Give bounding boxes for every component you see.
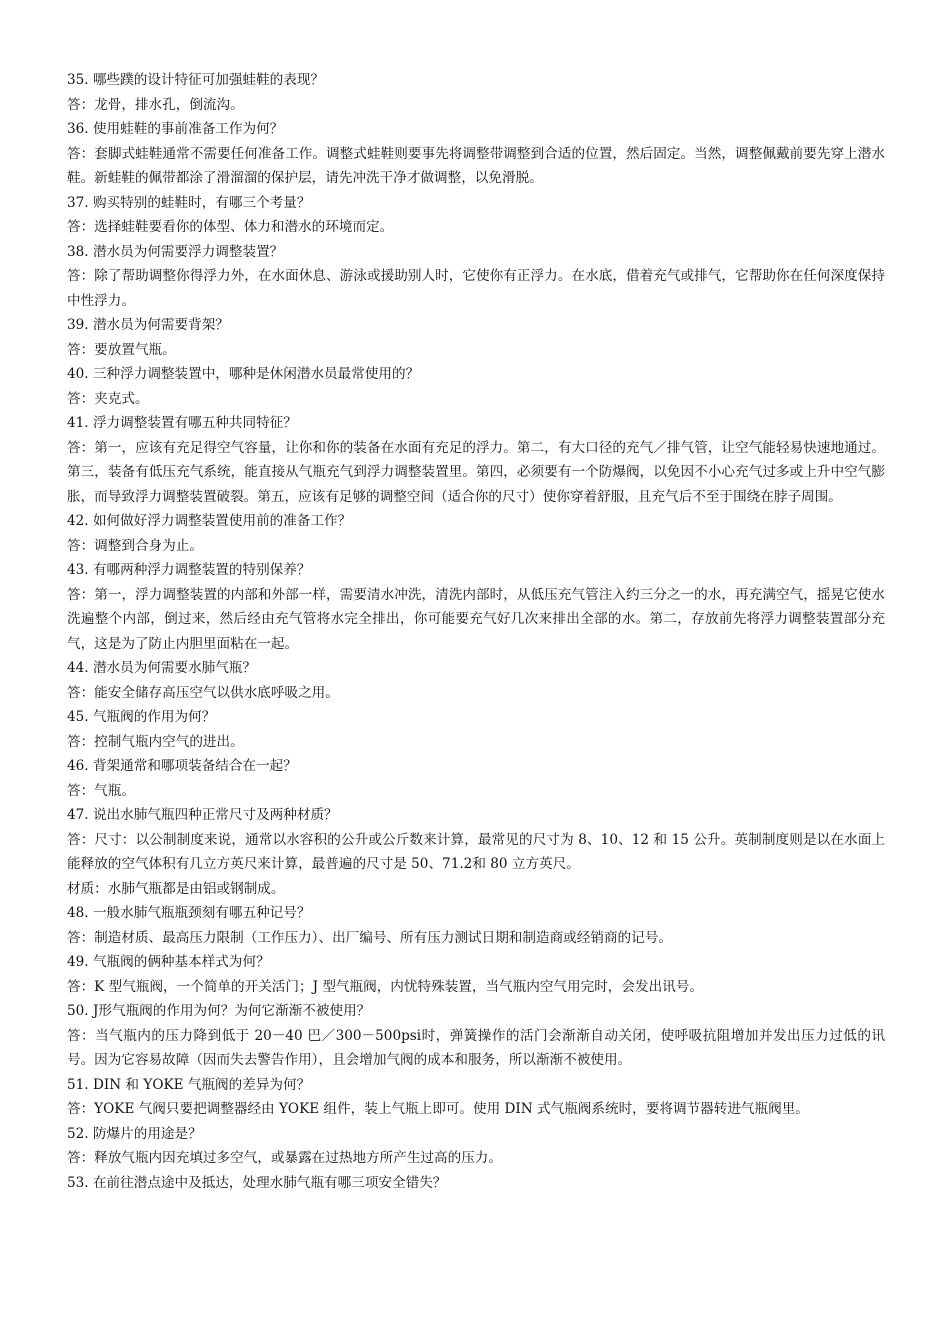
answer-37: 答：选择蛙鞋要看你的体型、体力和潜水的环境而定。 <box>67 219 394 235</box>
question-42: 42. 如何做好浮力调整装置使用前的准备工作？ <box>67 513 352 529</box>
question-36: 36. 使用蛙鞋的事前准备工作为何？ <box>67 121 284 137</box>
answer-38: 答：除了帮助调整你得浮力外，在水面休息、游泳或援助别人时，它使你有正浮力。在水底，借着充气或排气，它帮助你在任何深度保持中性浮力。 <box>67 268 885 309</box>
question-44: 44. 潜水员为何需要水肺气瓶？ <box>67 660 257 676</box>
answer-48: 答：制造材质、最高压力限制（工作压力）、出厂编号、所有压力测试日期和制造商或经销商的记号。 <box>67 929 672 946</box>
answer-43: 答：第一，浮力调整装置的内部和外部一样，需要清水冲洗，清洗内部时，从低压充气管注入约三分之一的水，再充满空气，摇晃它使水洗遍整个内部，倒过来，然后经由充气管将水完全排出，你可能要充气好几次来排出全部的水。第二，存放前先将浮力调整装置部分充气，这是为了防止内胆里面粘在一起。 <box>67 586 885 652</box>
question-51: 51. DIN 和 YOKE 气瓶阀的差异为何？ <box>67 1076 311 1093</box>
question-52: 52. 防爆片的用途是？ <box>67 1125 202 1142</box>
question-35: 35. 哪些蹼的设计特征可加强蛙鞋的表现？ <box>67 72 325 88</box>
answer-50: 答：当气瓶内的压力降到低于 20－40 巴／300－500psi时，弹簧操作的活门会渐渐自动关闭，使呼吸抗阻增加并发出压力过低的讯号。因为它容易故障（因而失去警告作用），且会增加气阀的成本和服务，所以渐渐不被使用。 <box>67 1027 885 1068</box>
answer-49: 答：K 型气瓶阀，一个简单的开关活门；J 型气瓶阀，内忧特殊装置，当气瓶内空气用完时，会发出讯号。 <box>67 978 703 995</box>
document-page <box>67 68 885 1195</box>
question-49: 49. 气瓶阀的俩种基本样式为何？ <box>67 954 270 970</box>
answer-42: 答：调整到合身为止。 <box>67 537 203 554</box>
question-45: 45. 气瓶阀的作用为何？ <box>67 709 216 725</box>
question-47: 47. 说出水肺气瓶四种正常尺寸及两种材质？ <box>67 807 338 823</box>
answer-35: 答：龙骨，排水孔，倒流沟。 <box>67 96 244 113</box>
question-46: 46. 背架通常和哪项装备结合在一起？ <box>67 758 297 774</box>
answer-47-size: 答：尺寸：以公制制度来说，通常以水容积的公升或公斤数来计算，最常见的尺寸为 8、10、12 和 15 公升。英制制度则是以在水面上能释放的空气体积有几立方英尺来计算，最普遍的尺寸是 50、71.2和 80 立方英尺。 <box>67 831 885 872</box>
answer-41: 答：第一，应该有充足得空气容量，让你和你的装备在水面有充足的浮力。第二，有大口径的充气／排气管，让空气能轻易快速地通过。第三，装备有低压充气系统，能直接从气瓶充气到浮力调整装置里。第四，必须要有一个防爆阀，以免因不小心充气过多或上升中空气膨胀，而导致浮力调整装置破裂。第五，应该有足够的调整空间（适合你的尺寸）使你穿着舒服，且充气后不至于围绕在脖子周围。 <box>67 439 885 505</box>
question-53: 53. 在前往潜点途中及抵达，处理水肺气瓶有哪三项安全错失？ <box>67 1174 447 1191</box>
answer-52: 答：释放气瓶内因充填过多空气，或暴露在过热地方所产生过高的压力。 <box>67 1150 502 1166</box>
question-38: 38. 潜水员为何需要浮力调整装置？ <box>67 243 284 260</box>
answer-51: 答：YOKE 气阀只要把调整器经由 YOKE 组件，装上气瓶上即可。使用 DIN 式气瓶阀系统时，要将调节器转进气瓶阀里。 <box>67 1101 809 1117</box>
question-43: 43. 有哪两种浮力调整装置的特别保养？ <box>67 562 311 578</box>
question-40: 40. 三种浮力调整装置中，哪种是休闲潜水员最常使用的？ <box>67 366 420 382</box>
question-41: 41. 浮力调整装置有哪五种共同特征？ <box>67 415 297 431</box>
question-50: 50. J形气瓶阀的作用为何？为何它渐渐不被使用？ <box>67 1003 371 1019</box>
answer-47-material: 材质：水肺气瓶都是由铝或钢制成。 <box>67 880 285 897</box>
question-39: 39. 潜水员为何需要背架？ <box>67 317 229 333</box>
answer-39: 答：要放置气瓶。 <box>67 341 176 358</box>
question-48: 48. 一般水肺气瓶瓶颈刻有哪五种记号？ <box>67 905 311 921</box>
answer-45: 答：控制气瓶内空气的进出。 <box>67 733 244 750</box>
question-37: 37. 购买特别的蛙鞋时，有哪三个考量？ <box>67 194 311 211</box>
answer-40: 答：夹克式。 <box>67 390 149 407</box>
answer-46: 答：气瓶。 <box>67 782 135 799</box>
answer-36: 答：套脚式蛙鞋通常不需要任何准备工作。调整式蛙鞋则要事先将调整带调整到合适的位置，然后固定。当然，调整佩戴前要先穿上潜水鞋。新蛙鞋的佩带都涂了滑溜溜的保护层，请先冲洗干净才做调整，以免滑脱。 <box>67 145 885 186</box>
answer-44: 答：能安全储存高压空气以供水底呼吸之用。 <box>67 684 339 701</box>
